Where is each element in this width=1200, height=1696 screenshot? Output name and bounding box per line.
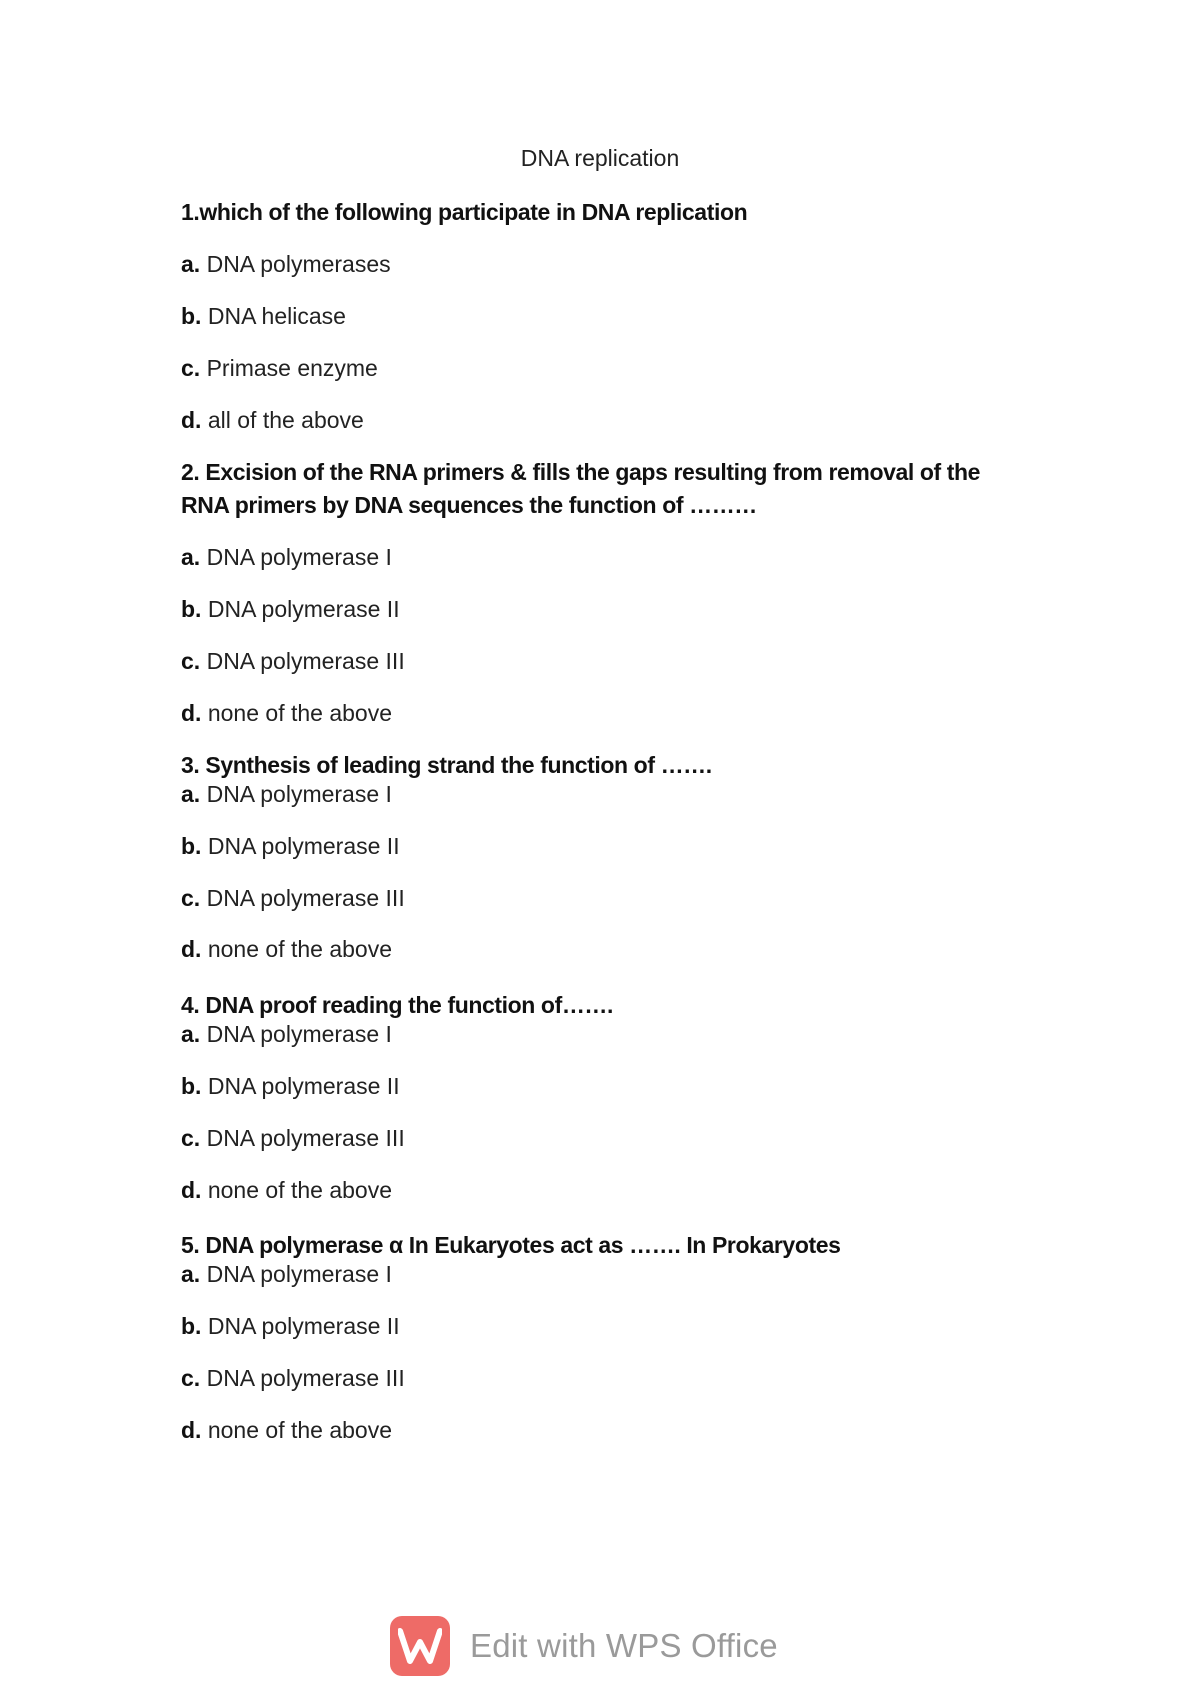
question-2-text-line-1: 2. Excision of the RNA primers & fills the gaps resulting from removal of the (181, 459, 981, 485)
question-3-option-b (181, 830, 1061, 862)
question-1-option-b (181, 300, 1061, 332)
option-letter: c. (181, 355, 201, 381)
question-4-option-a (181, 1018, 1061, 1050)
question-2-text-line-2: RNA primers by DNA sequences the function of ……… (181, 492, 757, 518)
option-text: Primase enzyme (200, 355, 378, 381)
wps-w-glyph (398, 1628, 442, 1664)
option-text: DNA polymerase I (200, 781, 392, 807)
option-letter: d. (181, 936, 202, 962)
option-text: none of the above (201, 700, 393, 726)
option-text: all of the above (201, 407, 364, 433)
question-2-option-a (181, 541, 1061, 573)
question-2-option-d (181, 697, 1061, 729)
option-text: DNA polymerase III (200, 885, 405, 911)
option-text: none of the above (201, 936, 393, 962)
option-text: DNA polymerase III (200, 648, 405, 674)
option-letter: b. (181, 1073, 202, 1099)
option-text: DNA polymerase II (201, 596, 400, 622)
option-letter: a. (181, 544, 201, 570)
option-text: DNA polymerase II (201, 833, 400, 859)
option-letter: b. (181, 833, 202, 859)
option-letter: c. (181, 648, 201, 674)
question-3-text: 3. Synthesis of leading strand the function of ……. (181, 752, 712, 778)
question-1-option-d (181, 404, 1061, 436)
option-text: DNA polymerase I (200, 544, 392, 570)
wps-watermark[interactable] (390, 1614, 778, 1678)
option-text: DNA polymerases (200, 251, 391, 277)
option-text: DNA polymerase II (201, 1313, 400, 1339)
option-letter: a. (181, 251, 201, 277)
question-4-option-d (181, 1174, 1061, 1206)
option-letter: a. (181, 1021, 201, 1047)
option-text: DNA polymerase III (200, 1125, 405, 1151)
question-5-option-c (181, 1362, 1061, 1394)
question-1-text: 1.which of the following participate in DNA replication (181, 199, 748, 225)
option-letter: d. (181, 407, 202, 433)
option-letter: c. (181, 1365, 201, 1391)
question-3-option-a (181, 778, 1061, 810)
question-2-option-c (181, 645, 1061, 677)
option-text: DNA polymerase I (200, 1021, 392, 1047)
option-letter: c. (181, 1125, 201, 1151)
option-letter: a. (181, 1261, 201, 1287)
question-4-text: 4. DNA proof reading the function of……. (181, 992, 614, 1018)
question-4-option-b (181, 1070, 1061, 1102)
option-letter: d. (181, 1417, 202, 1443)
option-letter: b. (181, 303, 202, 329)
option-text: DNA polymerase II (201, 1073, 400, 1099)
question-1-option-c (181, 352, 1061, 384)
option-text: DNA polymerase III (200, 1365, 405, 1391)
option-text: DNA helicase (201, 303, 346, 329)
question-3-option-d (181, 933, 1061, 965)
document-title: DNA replication (520, 145, 680, 171)
wps-logo-icon (390, 1616, 450, 1676)
option-letter: b. (181, 596, 202, 622)
option-letter: d. (181, 700, 202, 726)
option-letter: c. (181, 885, 201, 911)
question-5-option-a (181, 1258, 1061, 1290)
question-5-text: 5. DNA polymerase α In Eukaryotes act as ……. In Prokaryotes (181, 1232, 841, 1258)
option-letter: b. (181, 1313, 202, 1339)
option-letter: a. (181, 781, 201, 807)
option-letter: d. (181, 1177, 202, 1203)
wps-watermark-label: Edit with WPS Office (470, 1627, 778, 1664)
question-5-option-b (181, 1310, 1061, 1342)
question-5-option-d (181, 1414, 1061, 1446)
question-3-option-c (181, 882, 1061, 914)
option-text: none of the above (201, 1177, 393, 1203)
question-4-option-c (181, 1122, 1061, 1154)
option-text: DNA polymerase I (200, 1261, 392, 1287)
question-2-option-b (181, 593, 1061, 625)
option-text: none of the above (201, 1417, 393, 1443)
question-1-option-a (181, 248, 1061, 280)
